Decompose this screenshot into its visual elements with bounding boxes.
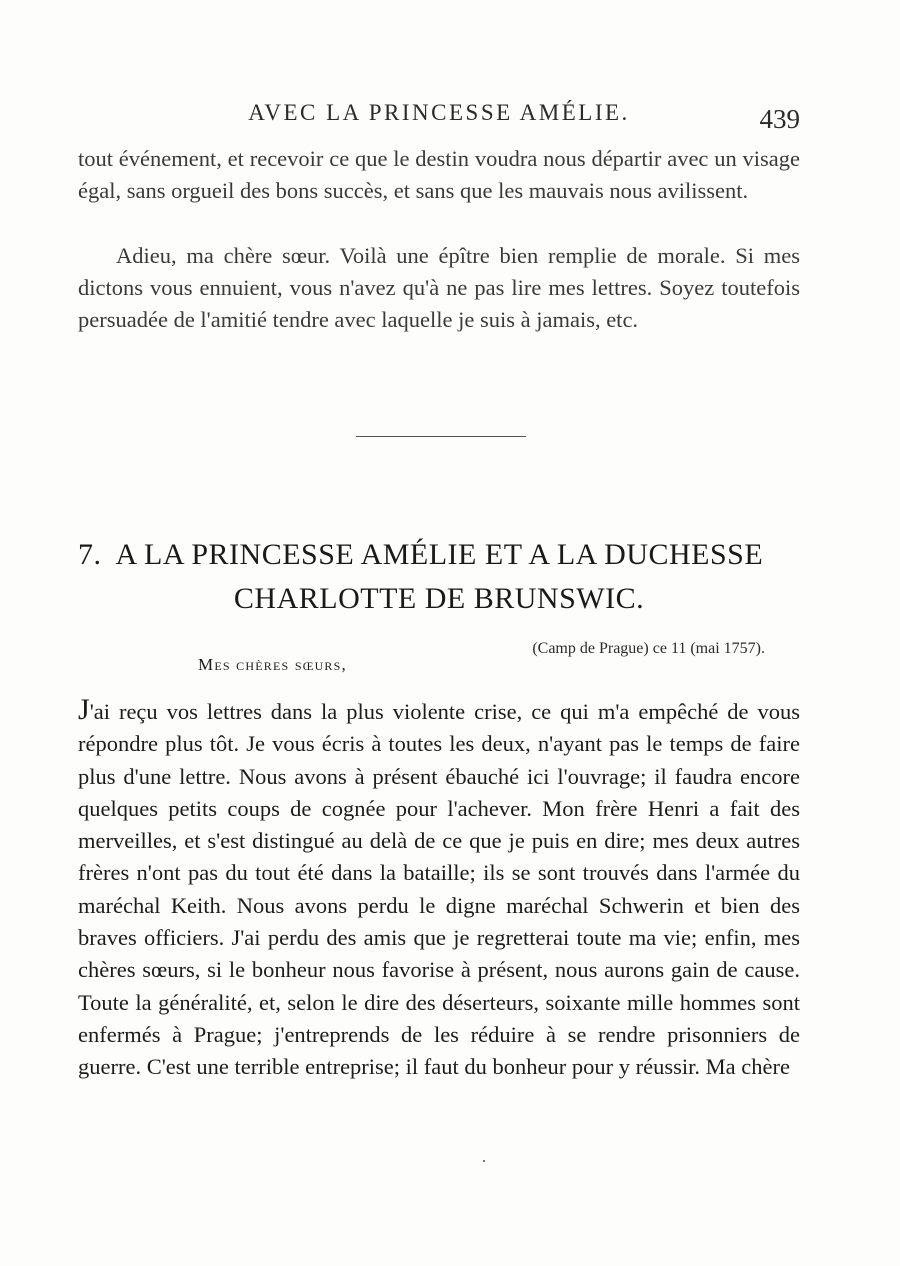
signature-mark (483, 1160, 485, 1162)
closing-paragraph: Adieu, ma chère sœur. Voilà une épître bien remplie de morale. Si mes dictons vous ennuient, vous n'avez qu'à ne pas lire mes lettres. Soyez toutefois persuadée de l'amitié tendre avec laquelle je suis à jamais, etc. (78, 243, 800, 332)
salutation: Mes chères sœurs, (198, 655, 347, 674)
page-number: 439 (759, 104, 800, 134)
letter-heading-text-1: A LA PRINCESSE AMÉLIE ET A LA DUCHESSE (115, 538, 764, 571)
running-head (78, 100, 800, 134)
letter-heading-line-1 (78, 533, 800, 577)
letter-body (78, 694, 800, 1084)
continued-paragraph: tout événement, et recevoir ce que le destin voudra nous départir avec un visage égal, sans orgueil des bons succès, et sans que les mauvais nous avilissent. (78, 146, 800, 203)
drop-capital: J (78, 693, 90, 726)
letter-heading-line-2: CHARLOTTE DE BRUNSWIC. (233, 582, 645, 615)
letter-heading (78, 533, 800, 621)
letter-number: 7. (78, 538, 102, 571)
section-divider (356, 436, 526, 437)
letter-body-text: 'ai reçu vos lettres dans la plus violente crise, ce qui m'a empêché de vous répondre plus tôt. Je vous écris à toutes les deux, n'ayant pas le temps de faire plus d'une lettre. Nous avons à présent ébauché ici l'ouvrage; il faudra encore quelques petits coups de cognée pour l'achever. Mon frère Henri a fait des merveilles, et s'est distingué au delà de ce que je puis en dire; mes deux autres frères n'ont pas du tout été dans la bataille; ils se sont trouvés dans l'armée du maréchal Keith. Nous avons perdu le digne maréchal Schwerin et bien des braves officiers. J'ai perdu des amis que je regretterai toute ma vie; enfin, mes chères sœurs, si le bonheur nous favorise à présent, nous aurons gain de cause. Toute la généralité, et, selon le dire des déserteurs, soixante mille hommes sont enfermés à Prague; j'entreprends de les réduire à se rendre prisonniers de guerre. C'est une terrible entreprise; il faut du bonheur pour y réussir. Ma chère (78, 699, 800, 1080)
dateline: (Camp de Prague) ce 11 (mai 1757). (532, 640, 765, 657)
running-title: AVEC LA PRINCESSE AMÉLIE. (248, 100, 630, 125)
